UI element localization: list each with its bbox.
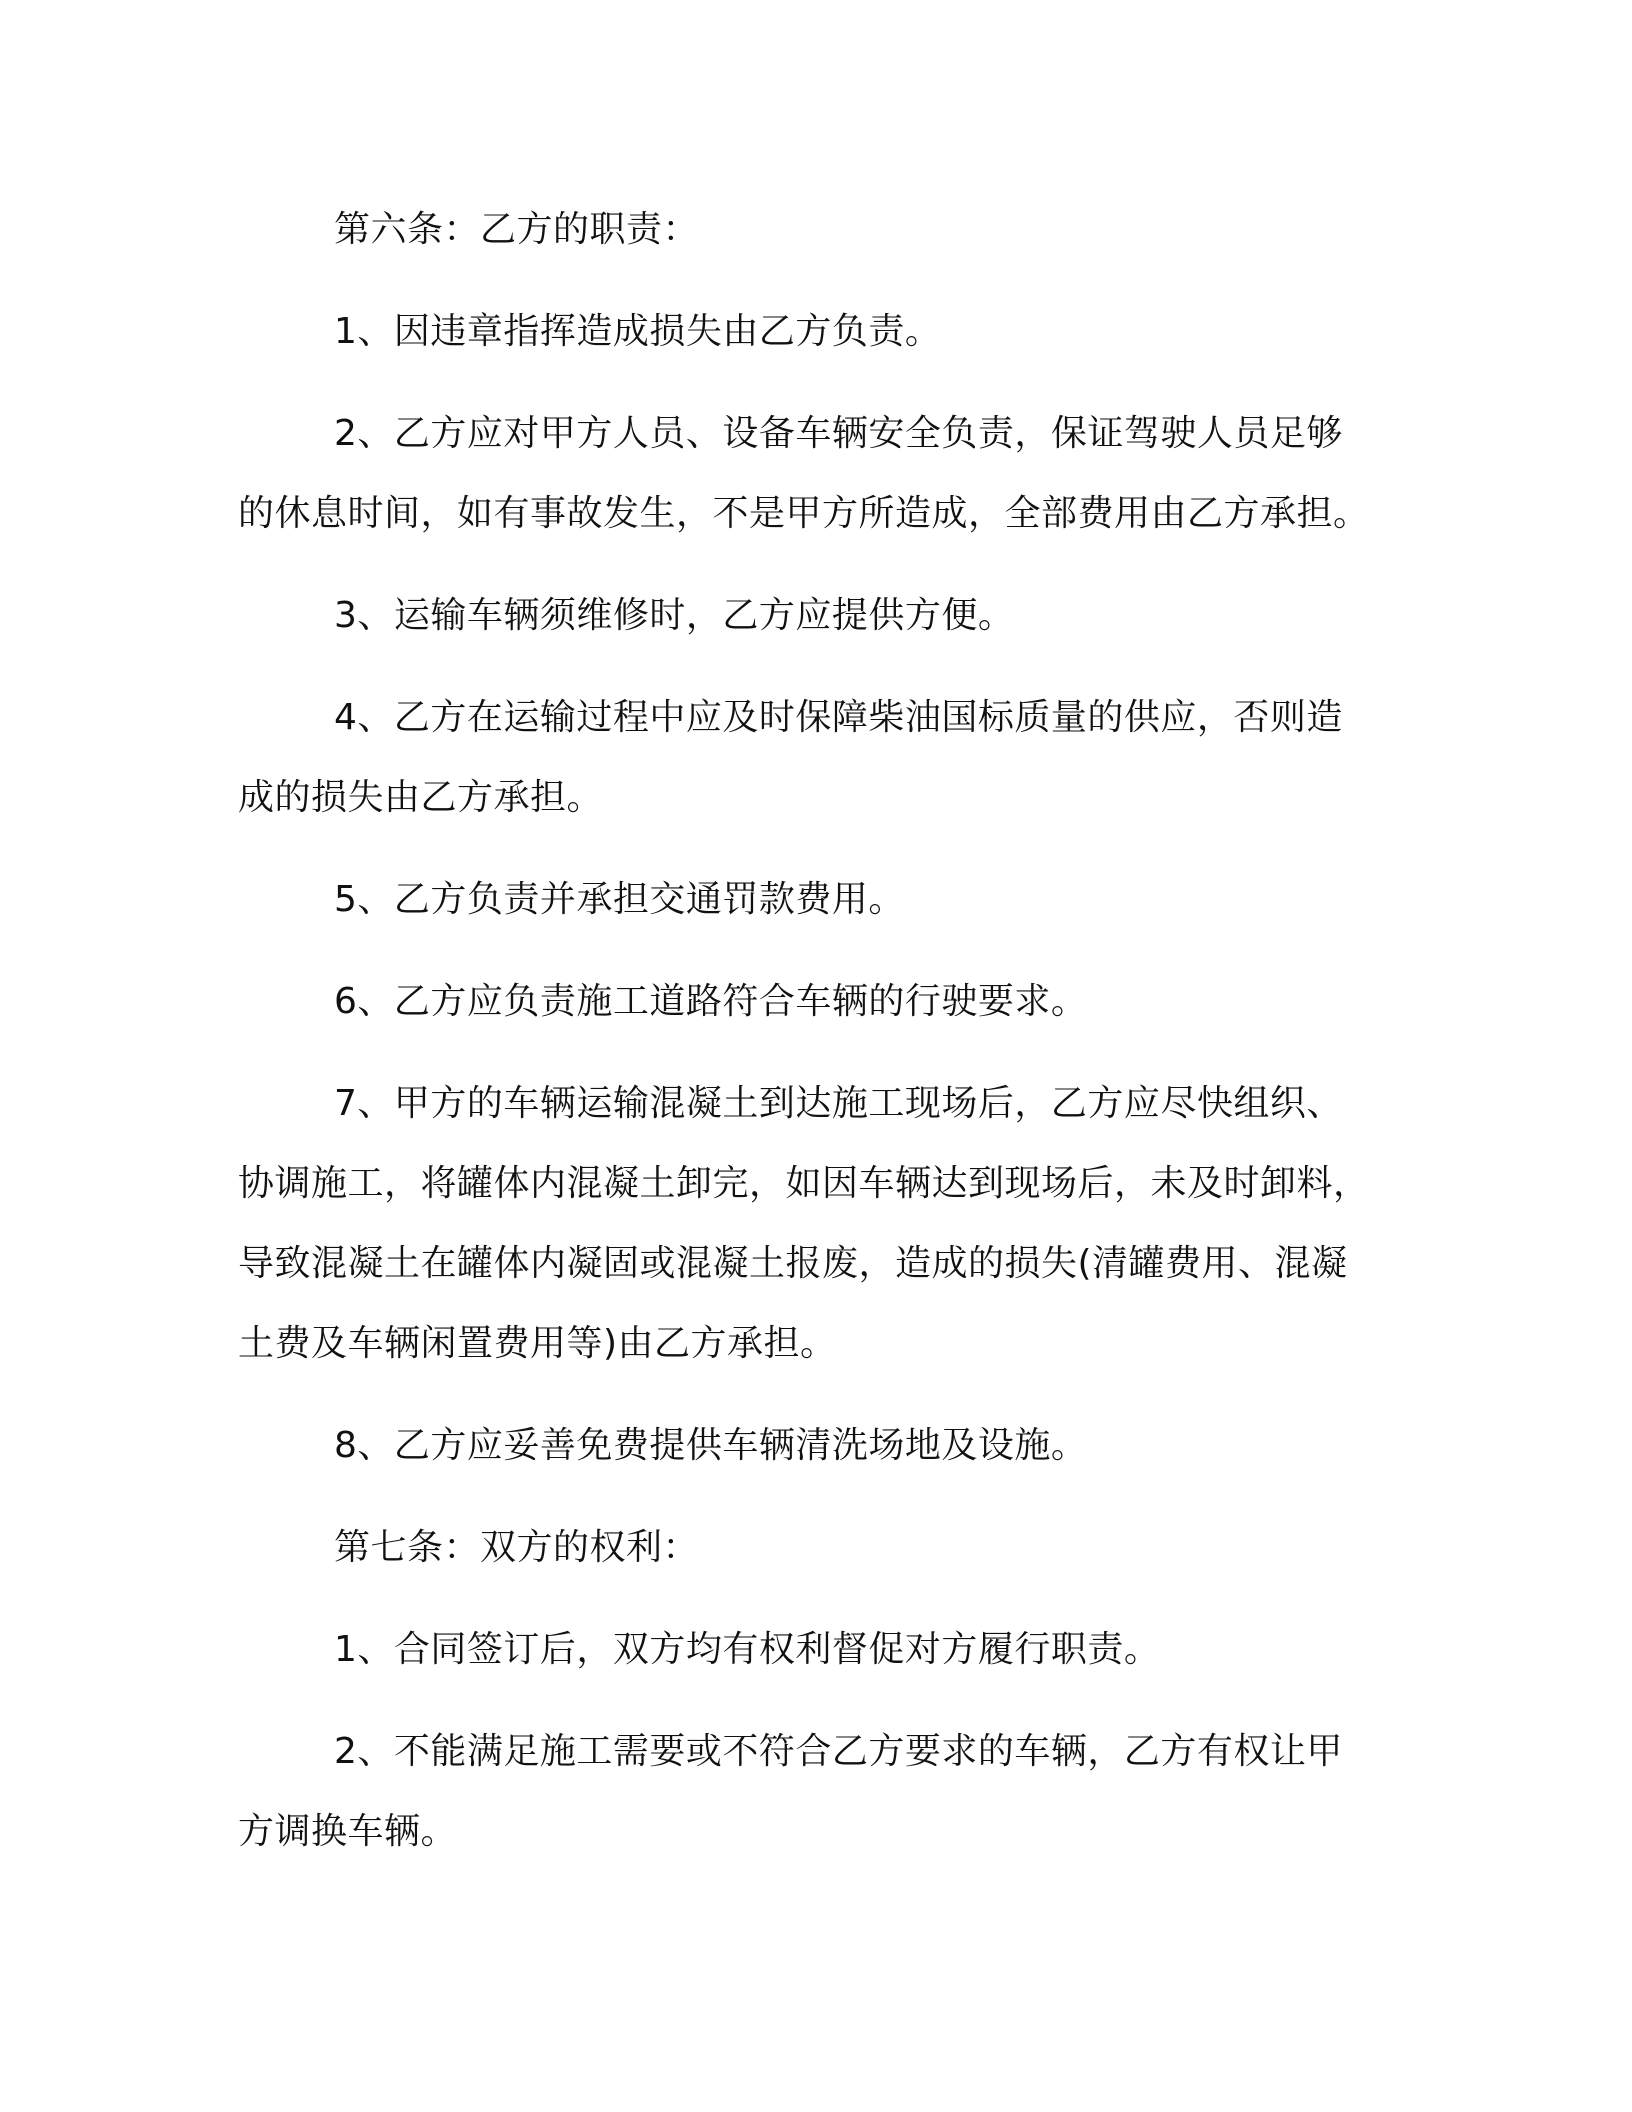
article-6-item-6: 6、乙方应负责施工道路符合车辆的行驶要求。 bbox=[334, 981, 1088, 1022]
article-7-heading: 第七条：双方的权利： bbox=[334, 1527, 700, 1568]
article-6-item-8: 8、乙方应妥善免费提供车辆清洗场地及设施。 bbox=[334, 1425, 1088, 1466]
article-6-heading: 第六条：乙方的职责： bbox=[334, 209, 700, 250]
article-6-item-4: 4、乙方在运输过程中应及时保障柴油国标质量的供应，否则造成的损失由乙方承担。 bbox=[238, 697, 1343, 818]
document-body bbox=[238, 190, 1378, 1872]
article-6-item-5: 5、乙方负责并承担交通罚款费用。 bbox=[334, 879, 905, 920]
article-7-item-1: 1、合同签订后，双方均有权利督促对方履行职责。 bbox=[334, 1629, 1161, 1670]
article-6-item-1: 1、因违章指挥造成损失由乙方负责。 bbox=[334, 311, 942, 352]
article-6-item-3: 3、运输车辆须维修时，乙方应提供方便。 bbox=[334, 595, 1015, 636]
article-7-item-2: 2、不能满足施工需要或不符合乙方要求的车辆，乙方有权让甲方调换车辆。 bbox=[238, 1731, 1343, 1852]
article-6-item-7: 7、甲方的车辆运输混凝土到达施工现场后，乙方应尽快组织、协调施工，将罐体内混凝土卸完，如因车辆达到现场后，未及时卸料，导致混凝土在罐体内凝固或混凝土报废，造成的损失(清罐费用、混凝土费及车辆闲置费用等)由乙方承担。 bbox=[238, 1083, 1370, 1364]
article-6-item-2: 2、乙方应对甲方人员、设备车辆安全负责，保证驾驶人员足够的休息时间，如有事故发生，不是甲方所造成，全部费用由乙方承担。 bbox=[238, 413, 1370, 534]
